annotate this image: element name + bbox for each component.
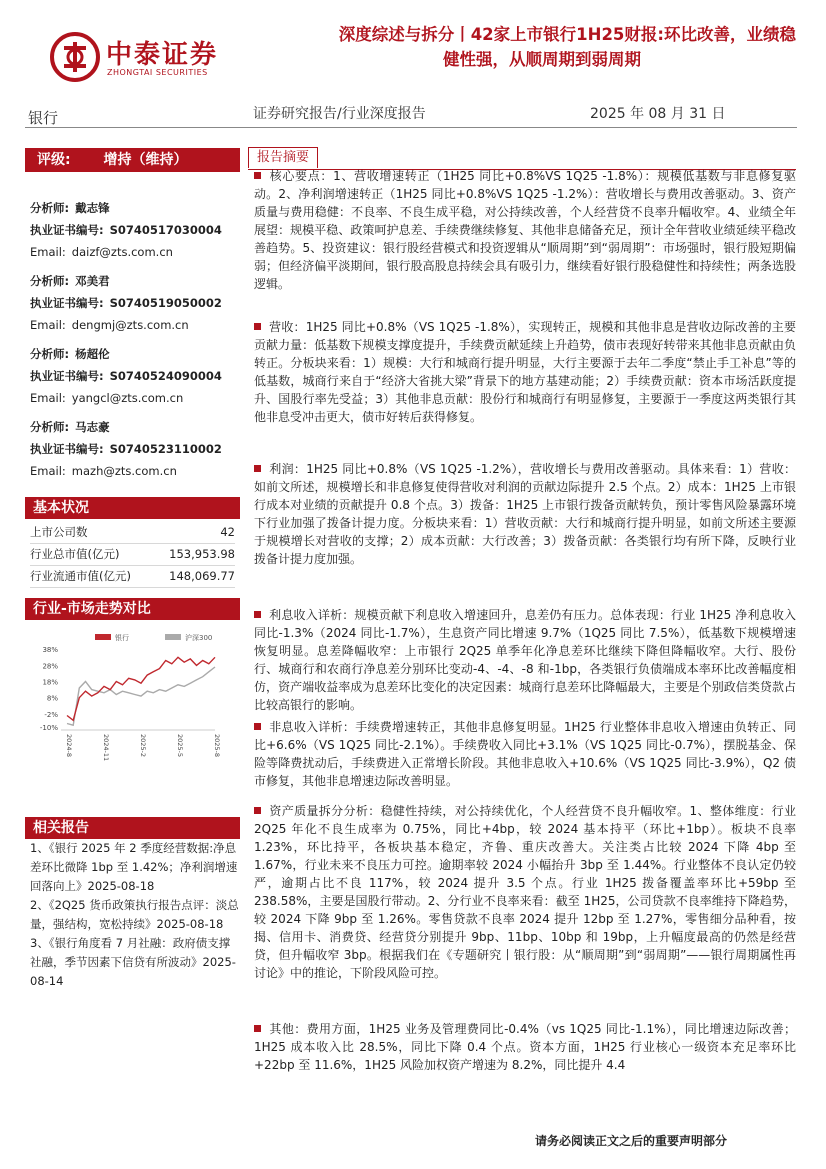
legend-swatch	[95, 634, 111, 640]
report-title-line-1: 深度综述与拆分丨42家上市银行1H25财报:环比改善，业绩稳	[338, 25, 796, 44]
report-title-line-2: 健性强，从顺周期到弱周期	[443, 50, 641, 69]
report-type: 证券研究报告/行业深度报告	[253, 106, 426, 122]
stat-label: 行业总市值(亿元)	[30, 547, 120, 561]
legend-label: 银行	[115, 634, 129, 642]
analyst-name: 杨超伦	[75, 347, 110, 361]
stat-row	[30, 565, 235, 588]
summary-paragraph-text: 利息收入详析：规模贡献下利息收入增速回升，息差仍有压力。总体表现：行业 1H25 净利息收入同比-1.3%（2024 同比-1.7%），生息资产同比增速 9.7%（1Q25 同比 7.5%），低基数下规模增速恢复明显。息差降幅收窄：上市银行 2Q25 单季年化净息差环比继续下降但降幅收窄。大行、股份行、城商行和农商行净息差分别环比变动-4、-4、-8 和-1bp，各类银行负债端成本率环比改善幅度相仿，资产端收益率成为息差环比变化的决定因素：城商行息差环比降幅最大，主要是个别政信类贷款占比较高银行的影响。	[254, 608, 796, 712]
x-tick-label: 2025-2	[139, 734, 147, 758]
analyst-entry	[30, 270, 240, 336]
bullet-icon	[254, 172, 261, 179]
y-tick-label: 38%	[42, 646, 58, 655]
analyst-role: 分析师:	[30, 420, 70, 434]
cert-number: S0740523110002	[109, 442, 222, 456]
y-tick-label: 18%	[42, 678, 58, 687]
email-label: Email:	[30, 391, 66, 405]
stat-value: 153,953.98	[169, 547, 235, 561]
bullet-icon	[254, 807, 261, 814]
related-report-item[interactable]: 1、《银行 2025 年 2 季度经营数据:净息差环比微降 1bp 至 1.42%；净利润增速回落向上》2025-08-18	[30, 841, 238, 893]
header-divider	[25, 127, 797, 128]
bullet-icon	[254, 1025, 261, 1032]
market-chart-title-text: 行业-市场走势对比	[33, 601, 151, 617]
summary-paragraph-text: 资产质量拆分分析：稳健性持续，对公持续优化，个人经营贷不良升幅收窄。1、整体维度：行业 2Q25 年化不良生成率为 0.75%，同比+4bp，较 2024 基本持平（环比+1bp）。板块不良率 1.23%，环比持平，各板块基本稳定，齐鲁、重庆改善大。关注类占比较 2024 下降 4bp 至 1.67%，行业未来不良压力可控。逾期率较 2024 小幅抬升 3bp 至 1.44%。行业整体不良认定仍较严，逾期占比不良 117%，较 2024 提升 3.5 个点。行业 1H25 拨备覆盖率环比+59bp 至 238.58%，主要是国股行带动。2、分行业不良率来看：截至 1H25，公司贷款不良率维持下降趋势，较 2024 下降 9bp 至 1.26%。零售贷款不良率 2024 提升 12bp 至 1.27%，零售细分品种看，按揭、信用卡、消费贷、经营贷分别提升 9bp、11bp、10bp 和 19bp，上升幅度最高的仍然是经营贷，但升幅收窄 3bp。根据我们在《专题研究丨银行股：从“顺周期”到“弱周期”——银行周期属性再讨论》中的推论，下阶段风险可控。	[254, 804, 796, 980]
related-reports-list	[30, 839, 240, 991]
cert-label: 执业证书编号:	[30, 369, 104, 383]
cert-number: S0740524090004	[109, 369, 222, 383]
y-tick-label: 8%	[46, 694, 58, 703]
market-trend-svg	[25, 630, 240, 770]
analyst-name: 戴志锋	[75, 201, 110, 215]
summary-paragraph	[254, 1020, 796, 1074]
analyst-entry	[30, 416, 240, 482]
industry-label: 银行	[28, 109, 59, 127]
summary-paragraph-text: 其他：费用方面，1H25 业务及管理费同比-0.4%（vs 1Q25 同比-1.1%），同比增速边际改善；1H25 成本收入比 28.5%，同比下降 0.4 个点。资本方面，1H25 行业核心一级资本充足率环比+22bp 至 11.6%，1H25 风险加权资产增速为 8.2%，同比提升 4.4	[254, 1022, 796, 1072]
related-reports-title-text: 相关报告	[33, 820, 89, 836]
cert-label: 执业证书编号:	[30, 442, 104, 456]
analyst-email[interactable]: mazh@zts.com.cn	[71, 464, 177, 478]
cert-label: 执业证书编号:	[30, 296, 104, 310]
bullet-icon	[254, 723, 261, 730]
summary-paragraph-text: 非息收入详析：手续费增速转正，其他非息修复明显。1H25 行业整体非息收入增速由负转正、同比+6.6%（VS 1Q25 同比-2.1%）。手续费收入同比+3.1%（VS 1Q25 同比-0.7%），摆脱基金、保险等降费扰动后，手续费进入正常增长阶段。其他非息收入+10.6%（VS 1Q25 同比-3.9%），Q2 债市修复，其他非息增速边际改善明显。	[254, 720, 796, 788]
bullet-icon	[254, 465, 261, 472]
cert-number: S0740519050002	[109, 296, 222, 310]
analyst-name: 马志豪	[75, 420, 110, 434]
related-report-item[interactable]: 2、《2Q25 货币政策执行报告点评：淡总量，强结构，宽松持续》2025-08-18	[30, 898, 239, 931]
summary-paragraph-text: 核心要点：1、营收增速转正（1H25 同比+0.8%VS 1Q25 -1.8%）：规模低基数与非息修复驱动。2、净利润增速转正（1H25 同比+0.8%VS 1Q25 -1.2%）：营收增长与费用改善驱动。3、资产质量与费用稳健：不良率、不良生成平稳，对公持续改善，个人经营贷不良率升幅收窄。4、业绩全年展望：规模平稳、政策呵护息差、手续费继续修复、其他非息储备充足，预计全年营收业绩延续平稳改善趋势。5、投资建议：银行股经营模式和投资逻辑从“顺周期”到“弱周期”：市场强时，银行股短期偏弱；但经济偏平淡期间，银行股高股息持续会具有吸引力，继续看好银行股稳健性和持续性；两条选股逻辑。	[254, 169, 796, 291]
bullet-icon	[254, 323, 261, 330]
stat-label: 上市公司数	[30, 525, 88, 539]
y-tick-label: 28%	[42, 662, 58, 671]
analyst-role: 分析师:	[30, 274, 70, 288]
stat-row	[30, 521, 235, 544]
report-title	[248, 22, 796, 72]
analyst-email[interactable]: yangcl@zts.com.cn	[71, 391, 184, 405]
summary-paragraph	[254, 460, 796, 568]
related-reports-title	[25, 817, 240, 839]
analyst-email[interactable]: daizf@zts.com.cn	[71, 245, 173, 259]
summary-paragraph	[254, 318, 796, 426]
analyst-entry	[30, 197, 240, 263]
stat-value: 148,069.77	[169, 569, 235, 583]
y-tick-label: -10%	[39, 723, 58, 732]
y-tick-label: -2%	[44, 710, 58, 719]
series-line	[67, 667, 215, 725]
cert-number: S0740517030004	[109, 223, 222, 237]
analyst-email[interactable]: dengmj@zts.com.cn	[71, 318, 189, 332]
disclaimer-note: 请务必阅读正文之后的重要声明部分	[535, 1134, 728, 1148]
brand-name-en: ZHONGTAI SECURITIES	[107, 68, 208, 77]
summary-paragraph	[254, 718, 796, 790]
analyst-entry	[30, 343, 240, 409]
bullet-icon	[254, 611, 261, 618]
legend-swatch	[165, 634, 181, 640]
email-label: Email:	[30, 464, 66, 478]
stat-row	[30, 543, 235, 566]
market-chart-title	[25, 598, 240, 620]
summary-paragraph-text: 利润：1H25 同比+0.8%（VS 1Q25 -1.2%），营收增长与费用改善驱动。具体来看：1）营收：如前文所述，规模增长和非息修复使得营收对利润的贡献边际提升 2.5 个点。2）成本：1H25 上市银行成本对业绩的贡献提升 0.8 个点。3）拨备：1H25 上市银行拨备贡献转负，预计零售风险暴露环境下行业加强了拨备计提力度。分板块来看：1）营收贡献：大行和城商行提升明显，如前文所述主要源于规模增长对营收的支撑；2）成本贡献：大行改善；3）拨备贡献：各类银行均有所下降，反映行业拨备计提力度加强。	[254, 462, 796, 566]
brand-name-cn: 中泰证券	[106, 40, 219, 70]
report-date: 2025 年 08 月 31 日	[590, 106, 726, 122]
rating-bar	[25, 148, 240, 172]
stat-value: 42	[220, 525, 235, 539]
basic-info-title-text: 基本状况	[33, 500, 89, 516]
analyst-role: 分析师:	[30, 347, 70, 361]
summary-paragraph	[254, 802, 796, 982]
cert-label: 执业证书编号:	[30, 223, 104, 237]
related-report-item[interactable]: 3、《银行角度看 7 月社融：政府债支撑社融，季节因素下信贷有所波动》2025-08-14	[30, 936, 236, 988]
summary-paragraph-text: 营收：1H25 同比+0.8%（VS 1Q25 -1.8%），实现转正，规模和其他非息是营收边际改善的主要贡献力量：低基数下规模支撑度提升，手续费贡献延续上升趋势，债市表现好转带来其他非息贡献由负转正。分板块来看：1）规模：大行和城商行提升明显，大行主要源于去年二季度“禁止手工补息”等的低基数，城商行来自于“经济大省挑大梁”背景下的地方基建动能；2）手续费贡献：资本市场活跃度提升、国股行率先受益；3）其他非息贡献：股份行和城商行有明显修复，主要源于一季度这两类银行其他非息受冲击更大，债市好转后获得修复。	[254, 320, 796, 424]
brand-logo	[50, 32, 250, 82]
summary-paragraph	[254, 606, 796, 714]
analyst-role: 分析师:	[30, 201, 70, 215]
x-tick-label: 2025-8	[213, 734, 221, 758]
rating-value: 增持（维持）	[103, 152, 188, 168]
x-tick-label: 2024-11	[102, 734, 110, 762]
summary-tab: 报告摘要	[248, 147, 318, 168]
basic-info-title	[25, 497, 240, 519]
brand-logo-icon	[50, 32, 100, 82]
rating-label: 评级:	[37, 152, 71, 168]
summary-paragraph	[254, 167, 796, 293]
analyst-list	[30, 197, 240, 482]
analyst-name: 邓美君	[75, 274, 110, 288]
email-label: Email:	[30, 318, 66, 332]
x-tick-label: 2025-5	[176, 734, 184, 758]
stat-label: 行业流通市值(亿元)	[30, 569, 131, 583]
x-tick-label: 2024-8	[65, 734, 73, 758]
series-line	[67, 657, 215, 720]
market-trend-chart	[25, 630, 240, 770]
email-label: Email:	[30, 245, 66, 259]
legend-label: 沪深300	[185, 634, 213, 642]
